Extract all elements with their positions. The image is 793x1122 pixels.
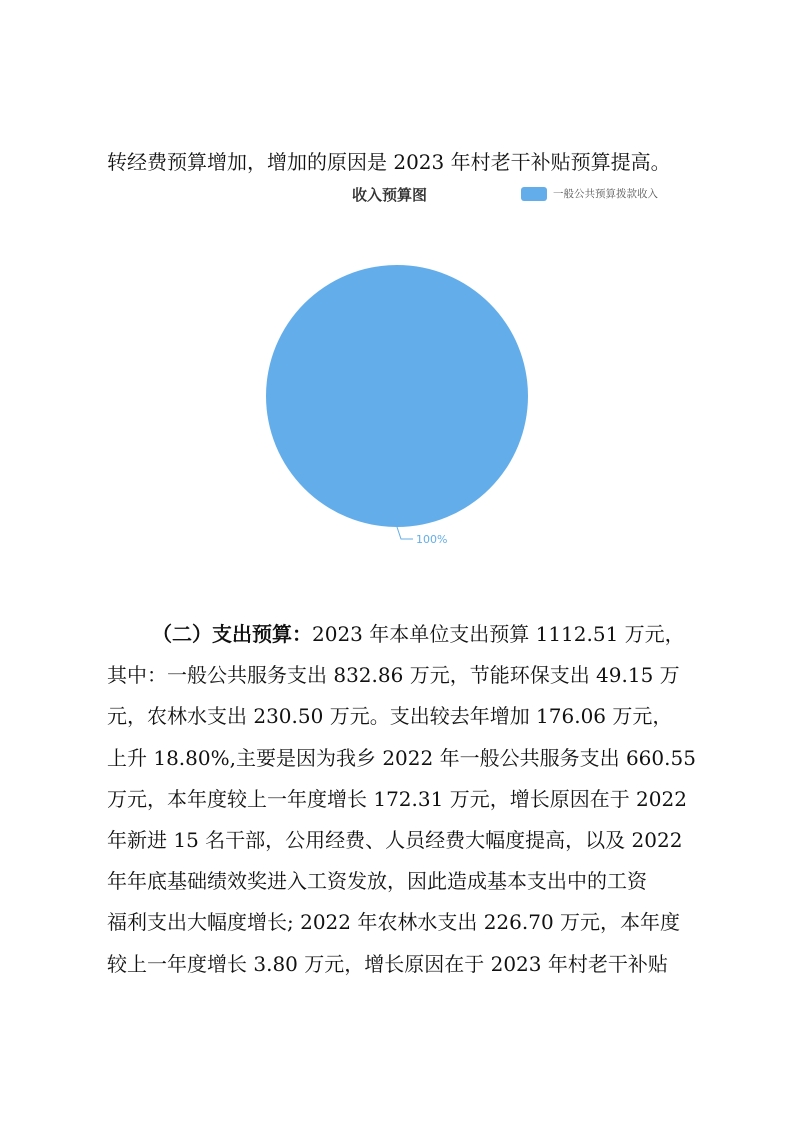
- paragraph-line: 福利支出大幅度增长; 2022 年农林水支出 226.70 万元，本年度: [107, 910, 681, 935]
- paragraph-line-text: 2023 年本单位支出预算 1112.51 万元，: [312, 622, 685, 646]
- chart-legend: [521, 186, 658, 201]
- paragraph-line: 较上一年度增长 3.80 万元，增长原因在于 2023 年村老干补贴: [107, 951, 668, 976]
- expenditure-section: [107, 622, 707, 993]
- paragraph-line: 年新进 15 名干部，公用经费、人员经费大幅度提高，以及 2022: [107, 827, 683, 852]
- chart-title: 收入预算图: [352, 186, 428, 204]
- slice-percent-label: 100%: [416, 533, 448, 546]
- pie-slice: [266, 265, 528, 527]
- section-heading: （二）支出预算：: [152, 622, 312, 646]
- paragraph-line-1: [107, 622, 707, 646]
- paragraph-line: 万元，本年度较上一年度增长 172.31 万元，增长原因在于 2022: [107, 786, 687, 811]
- legend-label: 一般公共预算拨款收入: [553, 188, 658, 200]
- paragraph-line: 其中：一般公共服务支出 832.86 万元，节能环保支出 49.15 万: [107, 663, 680, 688]
- paragraph-line: 元，农林水支出 230.50 万元。支出较去年增加 176.06 万元，: [107, 704, 673, 729]
- paragraph-line: 上升 18.80%,主要是因为我乡 2022 年一般公共服务支出 660.55: [107, 745, 696, 770]
- top-text-line: 转经费预算增加，增加的原因是 2023 年村老干补贴预算提高。: [107, 150, 671, 174]
- label-leader-line: [397, 527, 413, 539]
- pie-chart: [250, 265, 570, 565]
- legend-swatch: [521, 187, 547, 201]
- paragraph-line: 年年底基础绩效奖进入工资发放，因此造成基本支出中的工资: [107, 869, 647, 894]
